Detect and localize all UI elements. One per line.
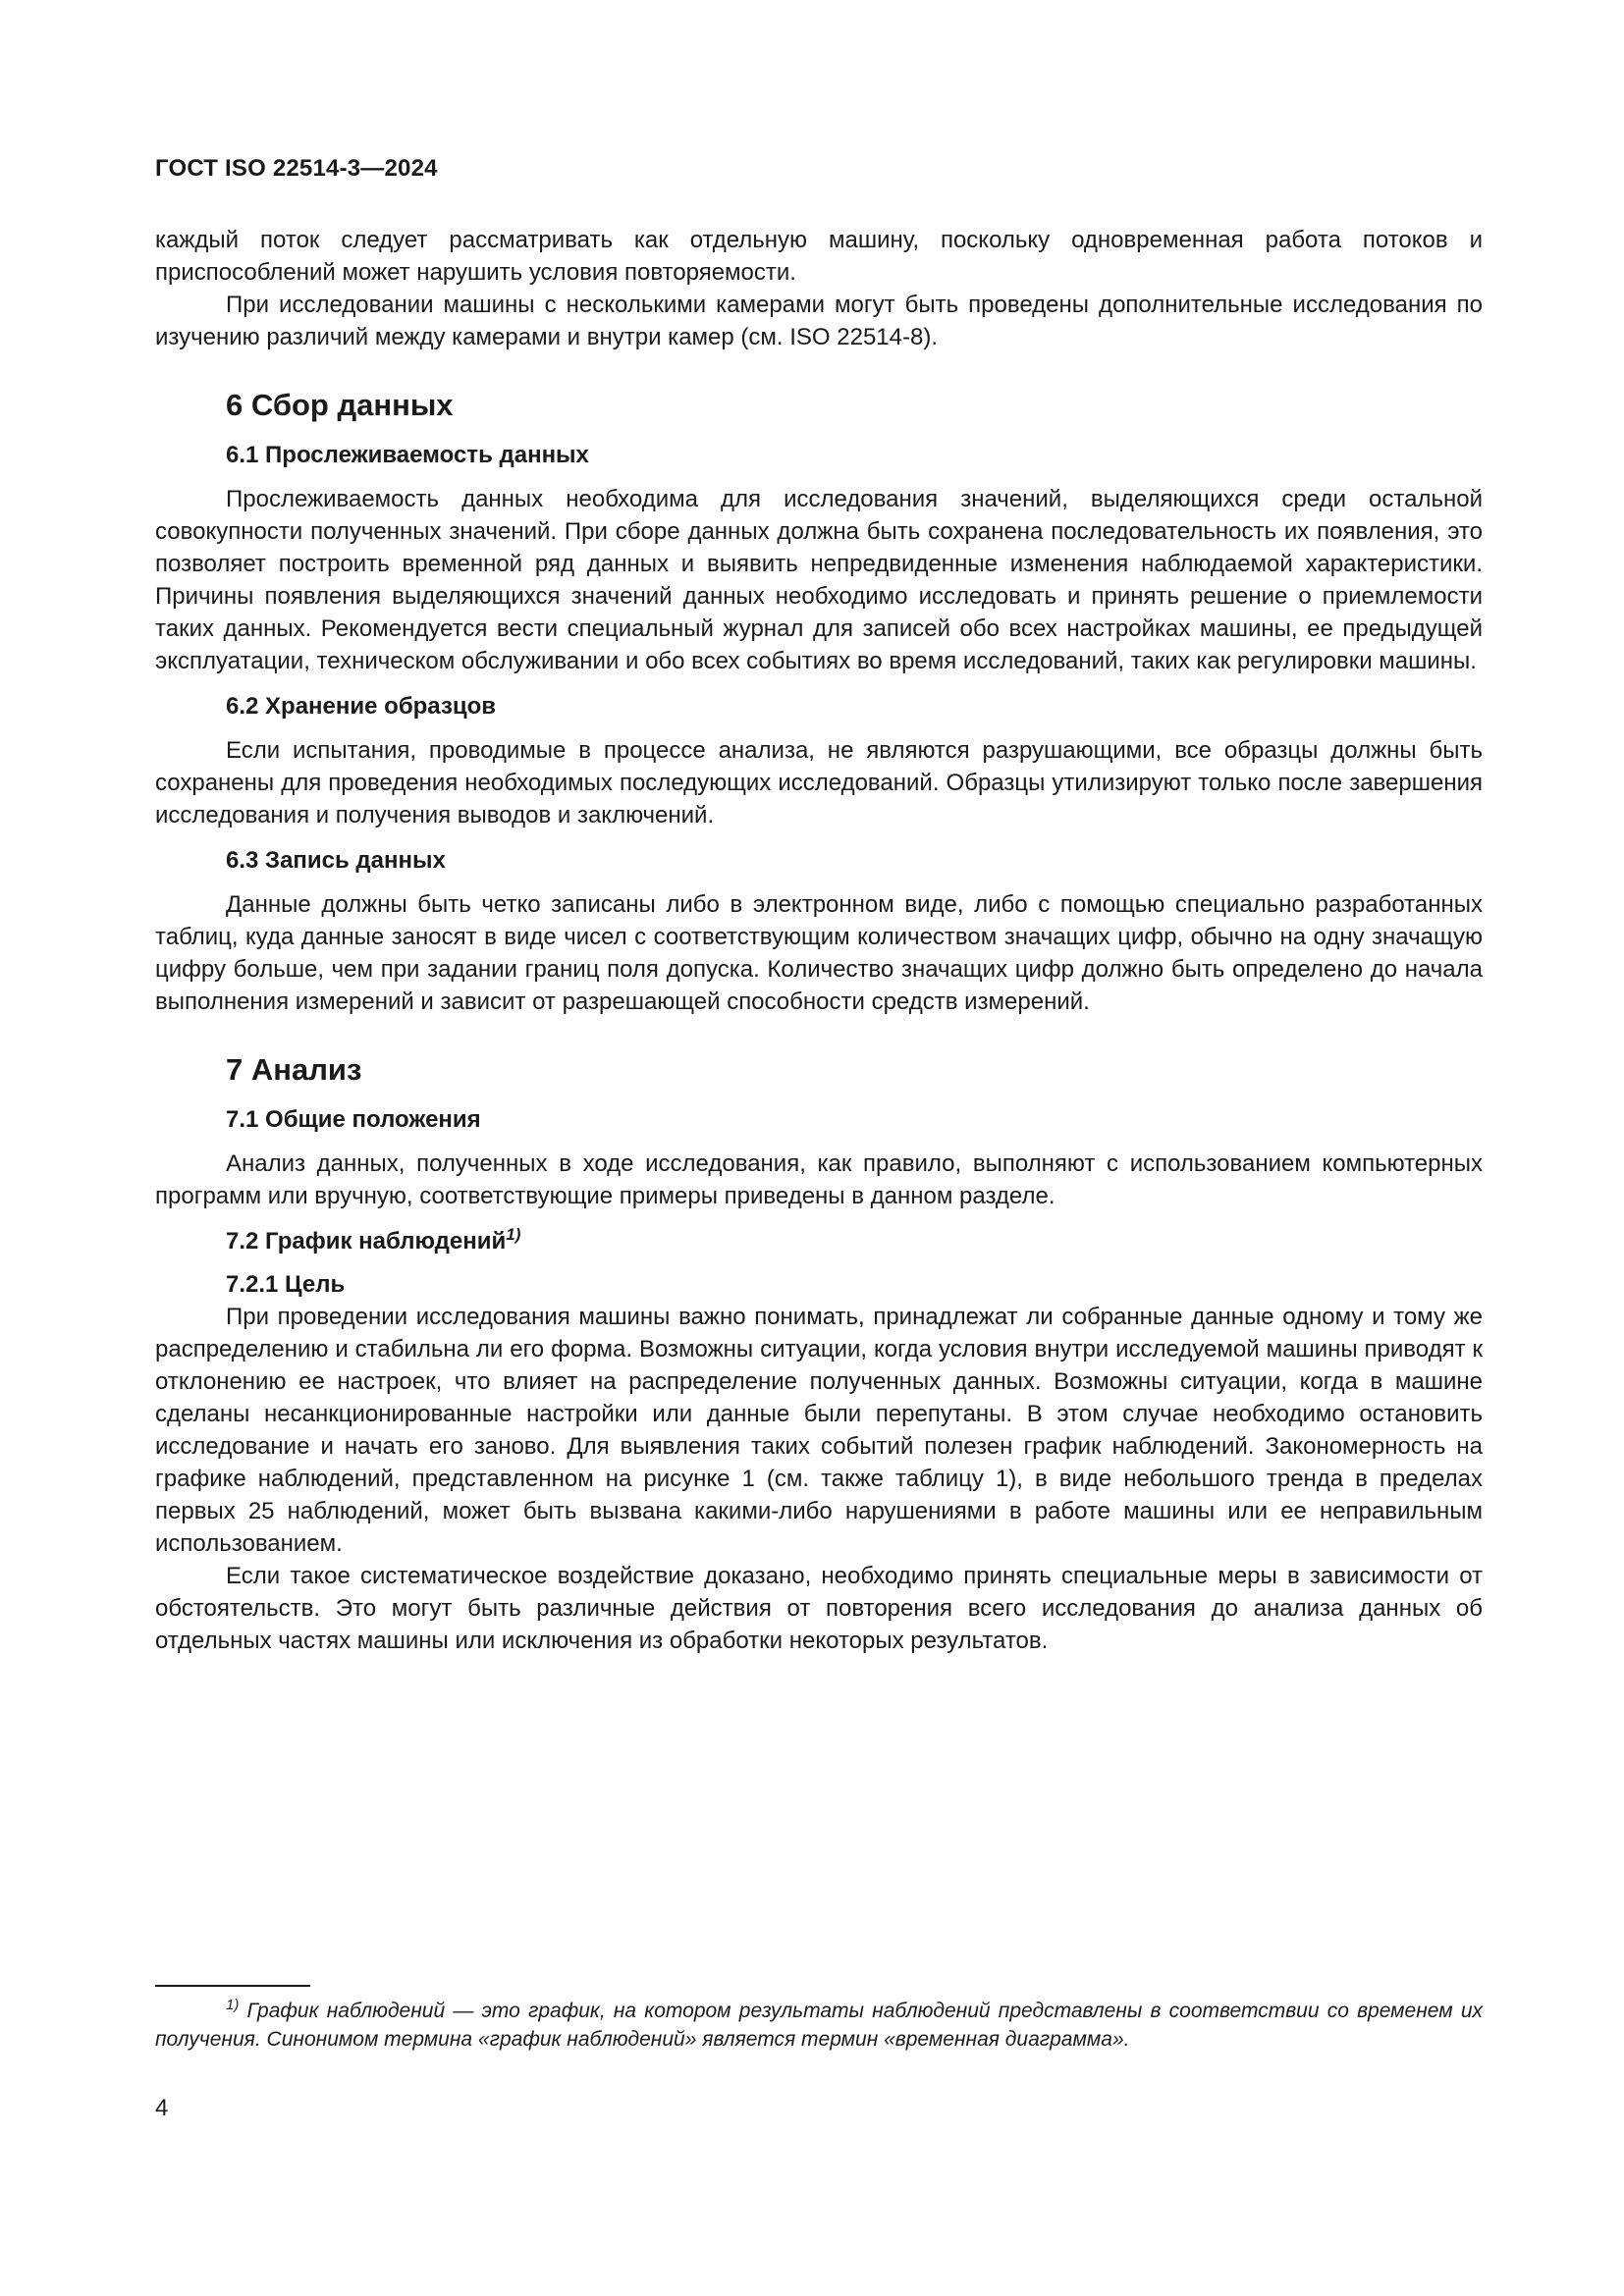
- subsection-6-2-text: Если испытания, проводимые в процессе анализа, не являются разрушающими, все образцы должны быть сохранены для проведения необходимых последующих исследований. Образцы утилизируют только после завершения исследования и получения выводов и заключений.: [155, 737, 1483, 828]
- footnote-text: График наблюдений — это график, на котором результаты наблюдений представлены в соответствии со временем их получения. Синонимом термина «график наблюдений» является термин «временная диаграмма».: [155, 2000, 1483, 2051]
- footnote-divider: [155, 1985, 310, 1987]
- document-body: [155, 224, 1483, 1657]
- subsection-6-2-heading: 6.2 Хранение образцов: [226, 693, 497, 720]
- section-6-heading: 6 Сбор данных: [226, 388, 454, 422]
- intro-paragraph-1: каждый поток следует рассматривать как отдельную машину, поскольку одновременная работа потоков и приспособлений может нарушить условия повторяемости.: [155, 227, 1483, 286]
- subsection-7-1-text: Анализ данных, полученных в ходе исследования, как правило, выполняют с использованием компьютерных программ или вручную, соответствующие примеры приведены в данном разделе.: [155, 1150, 1483, 1209]
- subsection-6-3-heading: 6.3 Запись данных: [226, 847, 446, 874]
- subsection-7-1-heading: 7.1 Общие положения: [226, 1106, 481, 1133]
- document-header: ГОСТ ISO 22514-3—2024: [155, 155, 438, 182]
- section-7-heading: 7 Анализ: [226, 1052, 362, 1087]
- footnote: [155, 1997, 1483, 2054]
- subsection-7-2-1-text-2: Если такое систематическое воздействие доказано, необходимо принять специальные меры в зависимости от обстоятельств. Это могут быть различные действия от повторения всего исследования до анализа данных об отдельных частях машины или исключения из обработки некоторых результатов.: [155, 1563, 1483, 1654]
- page-number: 4: [155, 2095, 169, 2121]
- subsection-6-3-text: Данные должны быть четко записаны либо в электронном виде, либо с помощью специально разработанных таблиц, куда данные заносят в виде чисел с соответствующим количеством значащих цифр, обычно на одну значащую цифру больше, чем при задании границ поля допуска. Количество значащих цифр должно быть определено до начала выполнения измерений и зависит от разрешающей способности средств измерений.: [155, 891, 1483, 1015]
- intro-paragraph-2: При исследовании машины с несколькими камерами могут быть проведены дополнительные исследования по изучению различий между камерами и внутри камер (см. ISO 22514-8).: [155, 292, 1483, 350]
- subsection-7-2-heading: [155, 1225, 1483, 1257]
- footnote-reference-mark: 1): [506, 1225, 521, 1244]
- subsection-7-2-title: 7.2 График наблюдений: [226, 1228, 507, 1255]
- subsection-6-1-heading: 6.1 Прослеживаемость данных: [226, 442, 589, 468]
- subsection-7-2-1-heading: 7.2.1 Цель: [226, 1271, 346, 1298]
- subsection-7-2-1-text-1: При проведении исследования машины важно понимать, принадлежат ли собранные данные одному и тому же распределению и стабильна ли его форма. Возможны ситуации, когда условия внутри исследуемой машины приводят к отклонению ее настроек, что влияет на распределение полученных данных. Возможны ситуации, когда в машине сделаны несанкционированные настройки или данные были перепутаны. В этом случае необходимо остановить исследование и начать его заново. Для выявления таких событий полезен график наблюдений. Закономерность на графике наблюдений, представленном на рисунке 1 (см. также таблицу 1), в виде небольшого тренда в пределах первых 25 наблюдений, может быть вызвана какими-либо нарушениями в работе машины или ее неправильным использованием.: [155, 1304, 1483, 1557]
- footnote-mark: 1): [226, 1997, 240, 2013]
- subsection-6-1-text: Прослеживаемость данных необходима для исследования значений, выделяющихся среди остальной совокупности полученных значений. При сборе данных должна быть сохранена последовательность их появления, это позволяет построить временной ряд данных и выявить непредвиденные изменения наблюдаемой характеристики. Причины появления выделяющихся значений данных необходимо исследовать и принять решение о приемлемости таких данных. Рекомендуется вести специальный журнал для записей обо всех настройках машины, ее предыдущей эксплуатации, техническом обслуживании и обо всех событиях во время исследований, таких как регулировки машины.: [155, 486, 1483, 674]
